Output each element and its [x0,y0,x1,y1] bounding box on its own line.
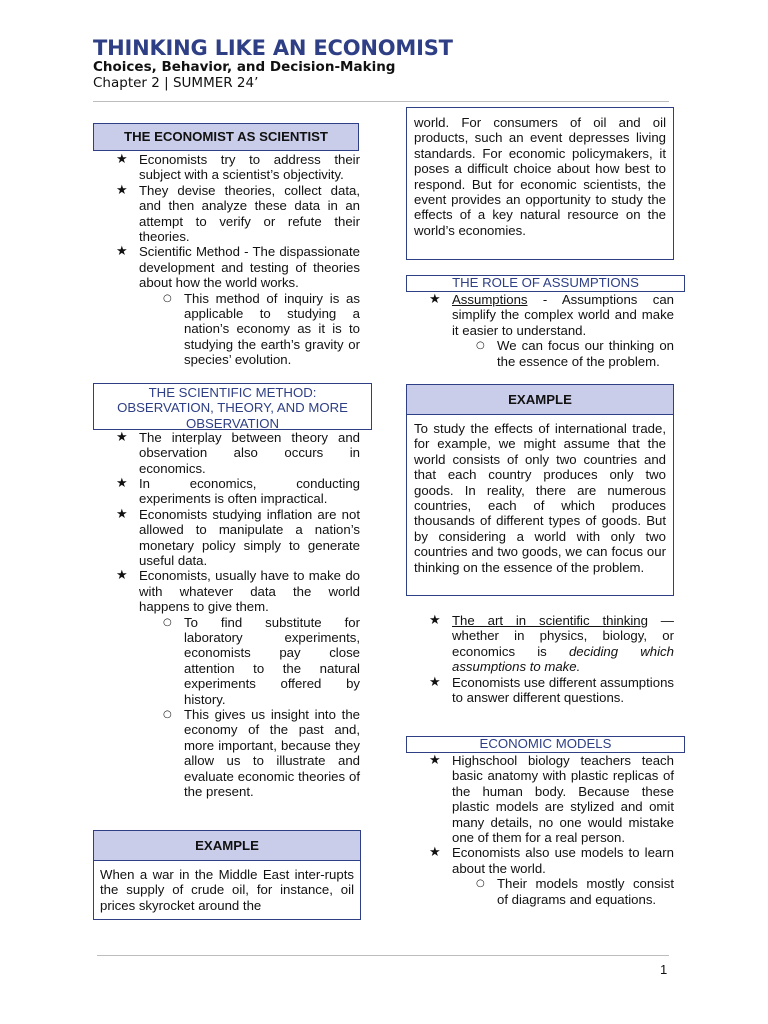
document-subtitle: Choices, Behavior, and Decision-Making [93,59,396,75]
list-item-text: Economists, usually have to make do with whatever data the world happens to give them. [139,568,360,615]
sub-list-item: ○ This method of inquiry is as applicable to studying a nation’s economy as it is to studying the earth’s gravity or species’ evolution. [161,291,360,368]
example-continued-box: world. For consumers of oil and oil products, such an event depresses living standards. For economic policymakers, it poses a difficult choice about how best to respond. But for economic scientists, the event provides an opportunity to study the effects of a key natural resource on the world’s economies. [406,107,674,260]
list-item-text: — whether in physics, biology, or economics is [452,613,674,659]
assumptions-list [429,292,674,369]
list-item [429,613,674,675]
header-divider [93,101,669,102]
art-term: The art in scientific thinking [452,613,648,628]
sub-list [474,876,674,907]
list-item [429,845,674,907]
footer-divider [97,955,669,956]
chapter-label: Chapter 2 | SUMMER 24’ [93,75,259,91]
bullet-list [116,152,360,368]
sub-list-item: ○ We can focus our thinking on the essence of the problem. [474,338,674,369]
assumptions-term: Assumptions [452,292,528,307]
list-item [116,244,360,367]
left-column [93,123,361,799]
list-item [429,292,674,369]
list-item: ★ The interplay between theory and observation also occurs in economics. [116,430,360,476]
list-item [116,568,360,799]
section-heading-scientific-method: THE SCIENTIFIC METHOD: OBSERVATION, THEORY, AND MORE OBSERVATION [93,383,372,430]
example-box: When a war in the Middle East inter-rupts the supply of crude oil, for instance, oil prices skyrocket around the [93,860,361,920]
document-title: THINKING LIKE AN ECONOMIST [93,36,453,60]
list-item: ★ Economists try to address their subject with a scientist’s objectivity. [116,152,360,183]
sub-list-item: ○ To find substitute for laboratory experiments, economists pay close attention to the natural experiments offered by history. [161,615,360,707]
sub-list [161,291,360,368]
list-item: ★ Economists use different assumptions to answer different questions. [429,675,674,706]
sub-list [161,615,360,800]
sub-list-item: ○ Their models mostly consist of diagrams and equations. [474,876,674,907]
list-item: ★ Highschool biology teachers teach basic anatomy with plastic replicas of the human body. Because these plastic models are stylized and omit many details, no one would mistake one of them for a real person. [429,753,674,845]
art-list [429,613,674,705]
example-heading: EXAMPLE [406,384,674,415]
models-list [429,753,674,907]
bullet-list [116,430,360,800]
page-number: 1 [660,962,668,977]
list-item: ★ In economics, conducting experiments is often impractical. [116,476,360,507]
list-item: ★ They devise theories, collect data, and then analyze these data in an attempt to verify or refute their theories. [116,183,360,245]
list-item-text: - Assumptions can simplify the complex world and make it easier to understand. [452,292,674,338]
section-heading-economic-models: ECONOMIC MODELS [406,736,685,753]
list-item-text: Scientific Method - The dispassionate development and testing of theories about how the world works. [139,244,360,291]
sub-list-item: ○ This gives us insight into the economy of the past and, more important, because they allow us to illustrate and evaluate economic theories of the present. [161,707,360,799]
list-item-text: Economists also use models to learn about the world. [452,845,674,876]
example-box: To study the effects of international trade, for example, we might assume that the world consists of only two countries and that each country produces only two goods. In reality, there are numerous countries, each of which produces thousands of different types of goods. But by considering a world with only two countries and two goods, we can focus our thinking on the essence of the problem. [406,414,674,596]
sub-list [474,338,674,369]
list-item-emphasis: deciding which assumptions to make. [452,643,674,675]
example-heading: EXAMPLE [93,830,361,861]
section-heading-role-of-assumptions: THE ROLE OF ASSUMPTIONS [406,275,685,292]
list-item: ★ Economists studying inflation are not allowed to manipulate a nation’s monetary policy simply to generate useful data. [116,507,360,569]
section-heading-economist-as-scientist: THE ECONOMIST AS SCIENTIST [93,123,359,151]
